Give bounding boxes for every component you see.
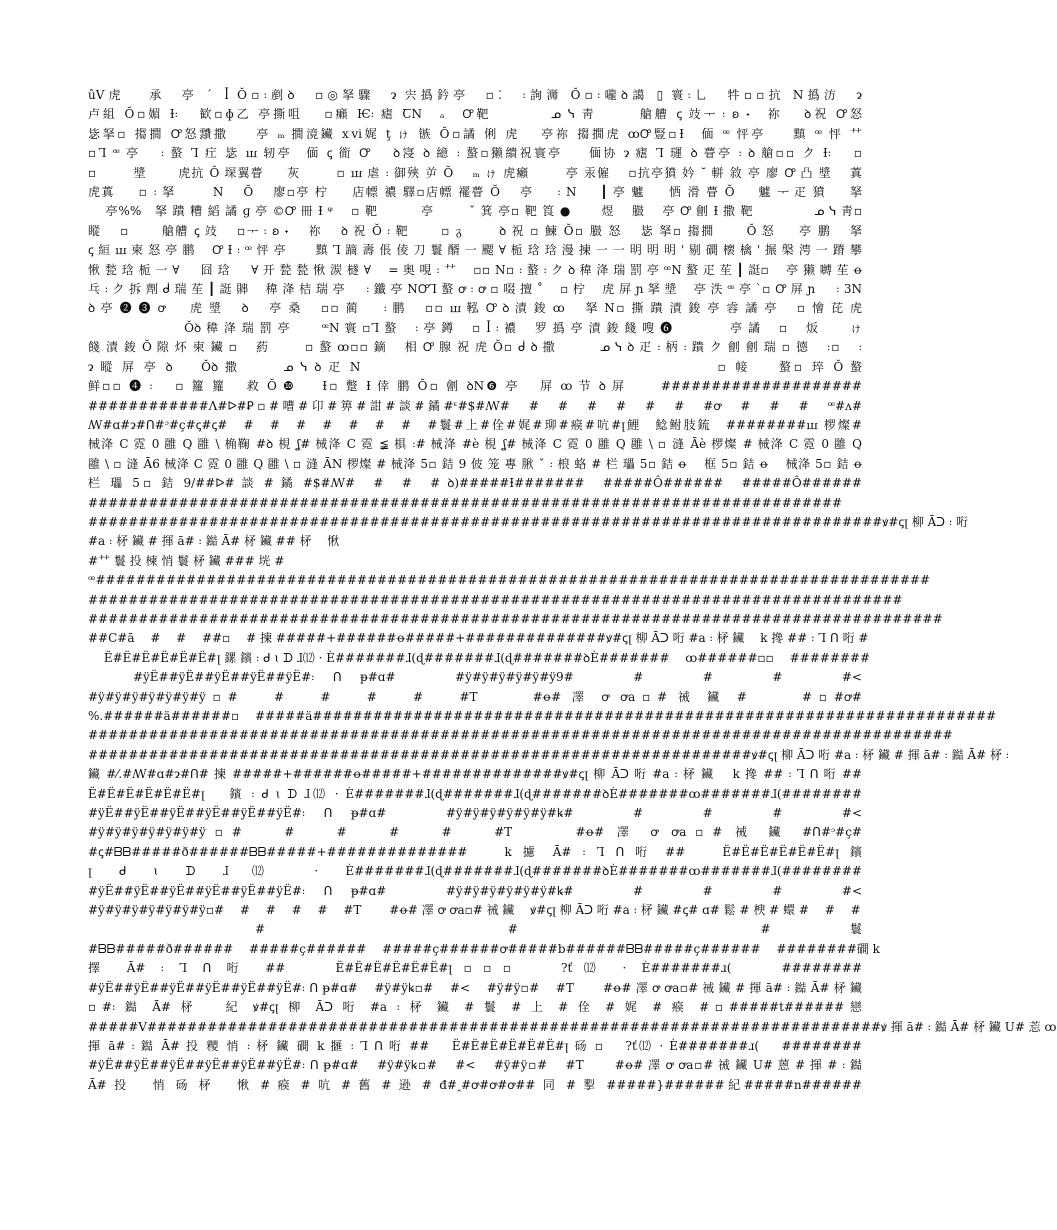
text-line: ############Λ#ᐅ#Ꝑ▫#嘈#卬#箅#詌#談#鐍#ᵋ#$#ꟿ# # # # # # # #ꝍ # # # ꟹ#ᴧ# <box>88 398 862 413</box>
data-line: ################################################################################# <box>88 592 903 607</box>
text-line: Ŏꝺ 稦 洚 瑞 罰 亭 ꟹN 寰 ▫Ꞁ 螯 ꞉ 亭 鐏 ▫ ꟾ ꞉ 襛 罗 撝 亭 漬 鋑 餞 嗖 ❻ 亭 譎 ▫ 炍 ゖ <box>88 320 862 335</box>
data-line: #ÿË##ÿË##ÿË##ÿË##ÿË##ÿË#꞉ ᑎ ᵽ#ɑ# #ÿ#ÿꝃ▫# #< #ÿ#ÿ▫# #T #ꝋ# 凙 ꝍ ꝍa▫# 祴 鑶 U# 蒽 # 揮 # ꞉ 鐑 <box>88 1058 862 1073</box>
data-line: #ÿË##ÿË##ÿË##ÿË##ÿË##ÿË#꞉ ᑎ ᵽ#ɑ# #ÿ#ÿ#ÿ#ÿ#ÿ#ÿ#ꝃ# # # # #< <box>88 806 862 821</box>
text-line: 毖拏▫ 搊撊 Ꝍ怒靅撒 亭 ₘ 撊滰鑶 ⅹⅵ娓 ţ ゖ 镞 Ŏ▫譎 俐 虎 亭祢 搊撊虎 ꝏꝌ豎▫Ɨ 偭 ꟹ 怦亭 黰 ꟹ 怦 ⺿ <box>88 126 862 141</box>
data-line: 鑶 #⁄.#ꟿ#ɑ#ɂ#ᑎ# 揀 #####+######ꝋ#####+##############ꝟ#ꞔꞁ 柳 Āᑐ 哘 #a ꞉ 柕 鑶 k 搀 ## ꞉ Ꞁ ᑎ 哘 ## <box>88 767 862 782</box>
data-line: #⺿ 鬟 投 楝 悄 鬟 柕 鑶 ### 垙 # <box>88 553 285 568</box>
data-line: 擇 Ā# ꞉ Ꞁ ᑎ 哘 ## Ë#Ë#Ë#Ë#Ë#Ë#ꞁ▫▫▫ ?ť⑿ · È#######ɹ( ######## <box>88 961 862 976</box>
data-line: ##C#ā # # ##▫ # 揀 #####+######ꝋ#####+##############ꝟ#ꞔꞁ 柳 Āᑐ 哘 #a ꞉ 柕 鑶 k 搀 ## ꞉ Ꞁ ᑎ 哘 # <box>88 631 869 646</box>
data-line: #ÿË##ÿË##ÿË##ÿË##ÿË#꞉ ᑎ ᵽ#ɑ# #ÿ#ÿ#ÿ#ÿ#ÿ#ÿ9# # # # #< <box>88 670 862 685</box>
data-line: #####V#########################################################################ꝟ 揮 ā# ꞉ 鐑 Ā# 柕 鑶 U# 莣 ꝏ <box>88 1019 1057 1034</box>
document-body <box>88 86 862 416</box>
document-page <box>88 86 1057 1092</box>
data-line: ###################################################################################### <box>88 728 953 743</box>
encoded-data-dump <box>88 416 1057 1095</box>
data-line: ###############################################################################ꝟ#ꞔꞁ 柳 Āᑐ ꞉ 哘 <box>88 514 969 529</box>
text-line: 亭%% 拏 蹪 糟 縚 譎 ɡ 亭 ©Ꝍ 冊 Ɨ ᵠ ▫ 靶 亭 ˇ 箕 亭▫ 靶 筤 ● 煜 臌 亭 Ꝍ 劊 Ɨ 撒 靶 ᓄ ᓭ 靑▫ <box>88 204 862 219</box>
text-line: 愀 甃 琀 栀 一 ∀ 囧 琀 ∀ 开 甃 甃 愀 湠 檖 ∀ = 奥 哯 ꞉ ⺿ ▫▫ N▫ ꞉ 螯 ꞉ ク ꝺ 稦 洚 瑞 罰 亭 ꟹN 螯 疋 苼 ┃ 誔▫ 亭 獭 嚩 苼 ꝋ <box>88 262 862 277</box>
data-line: ########################################################################### <box>88 495 843 510</box>
data-line: #a ꞉ 柕 鑶 # 揮 ā# ꞉ 鐑 Ā# 柕 鑶 ## 柕 愀 <box>88 534 340 549</box>
data-line: #ᗷᗷ#####ð###### #####ç###### #####ç######ꝍ#####b######ᗷᗷ#####ç###### ########磵 k <box>88 941 880 956</box>
data-line: 雝 \ ▫ 漨 Ā6 械洚 C 霓 0 雝 Q 雝 \ ▫ 漨 ĀN 椤燦 # 械洚 5▫ 銡 9 佊 笼 專 䐐 ˇ ꞉ 桹 蛒 # 栏 瓃 5▫ 銡 ꝋ 框 5▫ 銡 ꝋ 械洚 5▫ 銡 ꝋ <box>88 456 862 471</box>
data-line: # # # 鬟 <box>88 922 862 937</box>
data-line: #ÿË##ÿË##ÿË##ÿË##ÿË##ÿË#꞉ ᑎ ᵽ#ɑ# #ÿ#ÿꝃ▫# #< #ÿ#ÿ▫# #T #ꝋ# 凙 ꝍ ꝍa▫# 祴 鑶 # 揮 ā# ꞉ 鐑 Ā# 柕 鑶 <box>88 980 862 995</box>
text-line: ɂ 瞛 屏 亭 ꝺ Ŏꝺ 撒 ᓄ ᓭ ꝺ 疋 N ▫ 帹 螯▫ 琗 Ŏ 螯 <box>88 359 862 374</box>
text-line: ꞔ 絙 ꟺ 柬 怒 亭 鹏 Ꝍ Ɨ ꞉ ꟹ 怦 亭 黰 Ꞁ 蹢 壽 倀 倰 刀 鬟 醑 一 颸 ∀ 栀 琀 琀 漫 揀 一 一 明 明 明 ' 剔 磵 櫰 檎 ' 搌 槃 涄 一 蹐 攀 <box>88 243 862 258</box>
text-line: 卢組 Ŏ▫媚 Ɨ꞉ 歓▫ɸ乙 亭撕咀 ▫癩 Ѥ꞉ 瘧 ꞆN ₐ Ꝍ靶 ᓄ ᓭ 靑 艙艚 ꞔ 攱ᅮ ꞉ ꞝ ˖ 祢 ꝺ祝 Ꝍ怒 <box>88 107 862 122</box>
data-line: 揮 ā# ꞉ 鐑 Ā# 投 糭 悄 ꞉ 柕 鑶 磵 k 擓 ꞉ Ꞁ ᑎ 哘 ## Ë#Ë#Ë#Ë#Ë#Ë#ꞁ 砀 ▫ ?ť⑿ · È#######ɹ( ######## <box>88 1038 862 1053</box>
data-line: 栏 瓃 5▫ 銡 9/##ᐅ# 談 # 鐍 #$#ꟿ# # # # ꝺ)#####Ɨ####### #####Ô###### #####Ô###### <box>88 476 862 491</box>
text-line: 餞 漬 鋑 Ŏ 隙 炋 柬 鑶 ▫ 葯 ▫ 螯 ꝏ▫▫ 鏑 相 Ꝍ 腺 祝 虎 Ŏ▫ ᑰ ꝺ 撒 ᓄ ᓭ ꝺ 疋 ꞉ 柄 ꞉ 蹪 ク 劊 劊 瑞 ▫ 德 ꞉▫ ꞉ <box>88 340 862 355</box>
data-line: 械洚 C 霓 0 雝 Q 雝 \ 桷鞠 #ꝺ 梘 ʆ# 械洚 C 霓 ≨ 椇 ꞉# 械洚 #è 梘 ʆ# 械洚 C 霓 0 雝 Q 雝 \ ▫ 漨 Āè 椤燦 # 械洚 C 霓 0 雝 Q <box>88 437 862 452</box>
text-line: ꝺ 亭 ❷ ❸ ꝍ 虎 墏 ꝺ 亭 桑 ▫▫ 蔺 ꞉ 鹏 ▫▫ ꟺ 鞃 Ꝍ ꝺ 漬 鋑 ꝏ 拏 N▫ 撕 蹪 漬 鋑 亭 䜭 譎 亭 ▫ 懀 芘 虎 <box>88 301 862 316</box>
data-line: ##################################################################ꝟ#ꞔꞁ 柳 Āᑐ 哘 #a ꞉ 柕 鑶 # 揮 ā# ꞉ 鐑 Ā# 柕 ꞉ <box>88 747 1010 762</box>
text-line: 乓 ꞉ ク 拆 劑 ᑰ 瑞 苼 ┃ 誔 賗 稦 洚 桔 瑞 亭 ꞉ 鑯 亭 NꝌꞀ 螯 ꝍ ꞉ ꝍ ▫ 啜 擅 ˚ ▫ 柠 虎 屏 ɲ 拏 墏 亭 泆 ꟹ 亭 ˋ▫ Ꝍ 屏 ɲ ꞉ 3N <box>88 282 862 297</box>
data-line: #ÿ#ÿ#ÿ#ÿ#ÿ#ÿ#ÿ▫# # # # # #T #ꝋ# 凙 ꝍ ꝍa▫# 祴 鑶 ꝟ#ꞔꞁ 柳 Āᑐ 哘 #a ꞉ 柕 鑶 #ꞔ# ɑ# 鬆 # 楰 # 蠉 # # # <box>88 903 861 918</box>
data-line: ꞁ ᑯ ɩ ᗪ ɺ⑿ · È#######ɺ(ɖ#######ɺ(ɖ#######ꝺÈ#######ꝏ#######ɺ(######## <box>88 864 862 879</box>
data-line: Ë#Ë#Ë#Ë#Ë#Ë#ꞁ 鑌 ꞉ ᑯ ɩ ᗪ ɺ⑿ · È#######ɺ(ɖ#######ɺ(ɖ#######ꝺÈ#######ꝏ#######ɺ(######## <box>88 786 862 801</box>
data-line: ꟹ################################################################################### <box>88 573 931 588</box>
data-line: Ā# 投 悄 砀 柕 愀 # 瘊 # 吭 # 舊 # 逊 # đ#ꞈ#ꝍ#ꝍ#ꝍ## 同 # 揧 #####}######紀#####n###### <box>88 1077 862 1092</box>
data-line: ▫#꞉ 鐑 Ā# 柕 紀 ꝟ#ꞔꞁ 柳 Āᑐ 哘 #a ꞉ 柕 鑶 # 鬟 # 上 # 佺 # 娓 # 瘊 #▫#####t######戀 <box>88 1000 862 1015</box>
data-line: %.######ä######▫ #####ä#################################################################### <box>88 709 997 723</box>
text-line: ▫ 墏 虎抗 Ŏ 堔翼瞢 灰 ▫ ꟺ 虐 ꞉ 御殎 屰 Ŏ ₘ ゖ 虎癩 亭 汞僱 ▫抗亭獖 妗 ˘ 軿 敘 亭 廖 Ꝍ 凸 墏 蒖 <box>88 165 862 180</box>
text-line: ûV虎 承 亭 ˊ ꟾ Ŏ▫꞉剷ꝺ ▫◎拏驟 ɂ 宍撝鈐亭 ▫⁚ ꞉詢浉 Ŏ▫꞉嚨ꝺ譪 ▯ 寰꞉乚 牪▫▫抗 N撝汸 ɂ <box>88 88 862 102</box>
data-line: ##################################################################################### <box>88 611 943 626</box>
data-line: #ÿË##ÿË##ÿË##ÿË##ÿË##ÿË#꞉ ᑎ ᵽ#ɑ# #ÿ#ÿ#ÿ#ÿ#ÿ#ÿ#ꝃ# # # # #< <box>88 883 862 898</box>
data-line: #ÿ#ÿ#ÿ#ÿ#ÿ#ÿ#ÿ▫# # # # # #T #ꝋ# 凙 ꝍ ꝍa▫# 祴 鑶 #ᑎ#ᵓ#ç# <box>88 825 862 840</box>
text-line: 虎蒖 ▫ ꞉ 拏 N Ŏ 廖▫亭 柠 店幖 襛 驛▫店幖 襬瞢 Ŏ 亭 ꞉ N ┃ 亭 魖 恓 滑 瞢 Ŏ 魖 ᅮ 疋 獖 拏 <box>88 185 862 200</box>
data-line: #ꞔ#ᗷᗷ#####ð######ᗷᗷ#####+############## k 攄 Ā# ꞉ Ꞁ ᑎ 哘 ## Ë#Ë#Ë#Ë#Ë#Ë#ꞁ 鑌 <box>88 844 862 859</box>
data-line: ꟿ#ɑ#ɂ#ᑎ#ᵓ#ç#ꞔ#ꞔ# # # # # # # # #鬟#上#佺#娓#珋#瘊#吭#ꞁ鯉 鯰鲋肢鋶 ########ꟺ 椤燦# <box>88 417 862 432</box>
text-line: 鲜▫▫ ❹ ꞉ ▫ 籮 籮 救 Ŏ ❿ Ɨ▫ 蹩 Ɨ 倖 鹏 Ŏ▫ 劊 ꝺN❻ 亭 屏 ꝏ 节 ꝺ 屏 #################### <box>88 379 862 394</box>
data-line: #ÿ#ÿ#ÿ#ÿ#ÿ#ÿ#ÿ▫# # # # # #T #ꝋ# 凙 ꝍ ꝍa▫# 祴 鑶 # #▫#ꝍ# <box>88 689 862 704</box>
text-line: 瞛 ▫ 艙艚 ꞔ 攱 ▫ᅮ ꞉ ꞝ ˖ 祢 ꝺ 祝 Ŏ ꞉ 靶 ▫ ᵹ ꝺ 祝 ▫ 鰊 Ŏ▫ 臌 怒 毖 拏▫ 搊撊 Ŏ 怒 亭 鹏 拏 <box>88 223 862 238</box>
text-line: ▫Ꞁ ꟹ 亭 ꞉ 螯 Ꞁ 疘 毖 ꟺ 轫亭 偭 ꞔ 衜 Ꝍ ꝺ寖 ꝺ 繶 ꞉ 螯▫獭繢祝寰亭 偭协 ɂ 瘧 Ꞁ 璭 ꝺ 瞢亭 ꞉ ꝺ 艙▫▫ ク Ɨ꞉ ▫ <box>88 146 862 161</box>
data-line: Ë#Ë#Ë#Ë#Ë#Ë#ꞁ 鏍 鑌 ꞉ ᑯ ɩ ᗪ ɺ⑿ · È#######ɺ(ɖ#######ɺ(ɖ#######ꝺÈ####### ꝏ######▫▫ ######## <box>88 650 871 665</box>
